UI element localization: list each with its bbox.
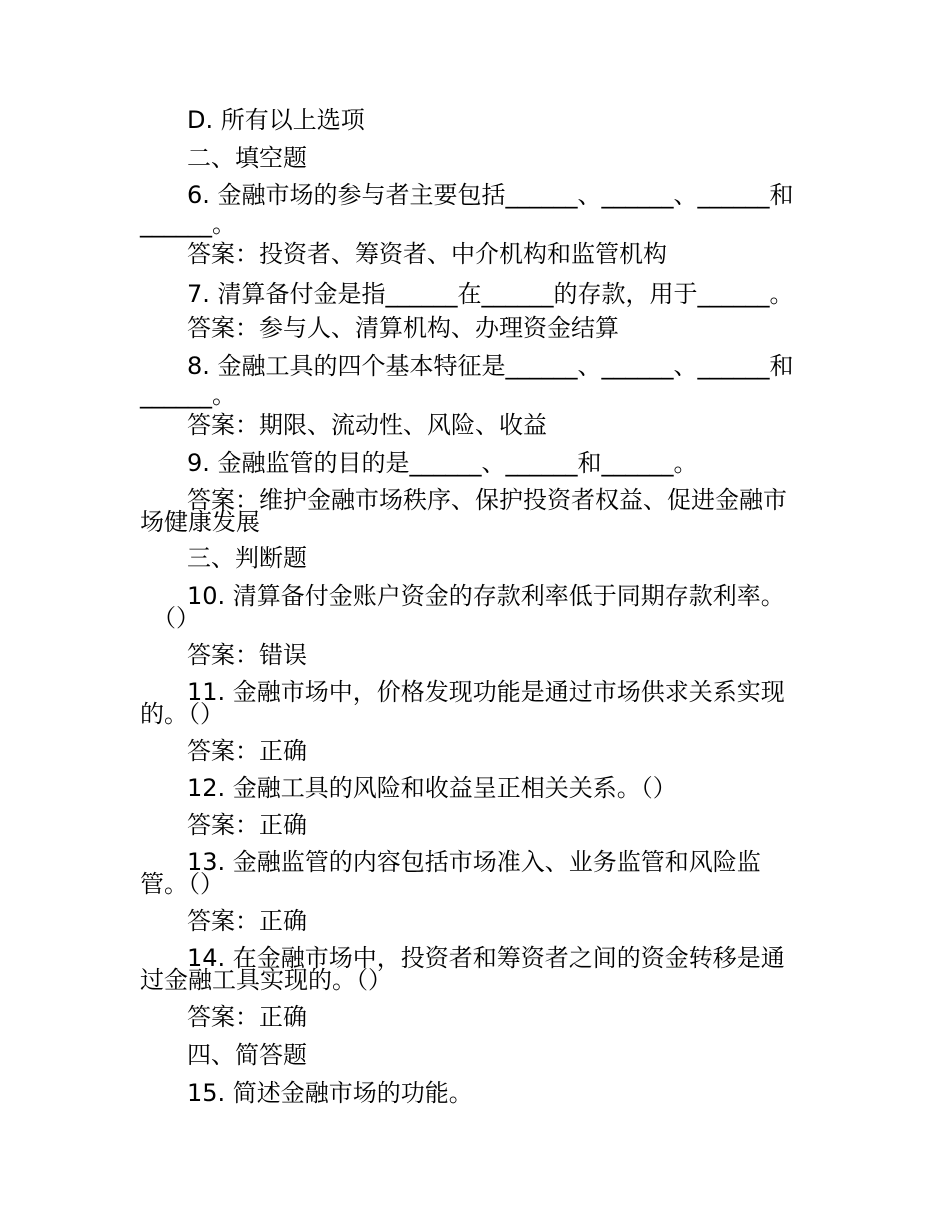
question-13: 13. 金融监管的内容包括市场准入、业务监管和风险监 [187,848,761,876]
answer-8: 答案：期限、流动性、风险、收益 [187,411,547,439]
question-8-continued: ______。 [140,381,236,409]
question-11-continued: 的。（） [140,700,224,728]
question-10: 10. 清算备付金账户资金的存款利率低于同期存款利率。 [187,582,785,610]
option-d: D. 所有以上选项 [187,106,365,134]
question-10-continued: （） [152,604,200,632]
answer-10: 答案：错误 [187,641,307,669]
question-7: 7. 清算备付金是指______在______的存款，用于______。 [187,280,794,308]
question-14: 14. 在金融市场中，投资者和筹资者之间的资金转移是通 [187,944,785,972]
answer-13: 答案：正确 [187,907,307,935]
section-heading-true-false: 三、判断题 [187,544,307,572]
question-12: 12. 金融工具的风险和收益呈正相关关系。（） [187,774,677,802]
section-heading-short-answer: 四、简答题 [187,1041,307,1069]
question-15: 15. 简述金融市场的功能。 [187,1079,473,1107]
answer-9: 答案：维护金融市场秩序、保护投资者权益、促进金融市 [187,486,787,514]
answer-12: 答案：正确 [187,811,307,839]
answer-7: 答案：参与人、清算机构、办理资金结算 [187,314,619,342]
question-9: 9. 金融监管的目的是______、______和______。 [187,449,698,477]
question-13-continued: 管。（） [140,870,224,898]
question-6-continued: ______。 [140,210,236,238]
answer-14: 答案：正确 [187,1003,307,1031]
answer-6: 答案：投资者、筹资者、中介机构和监管机构 [187,240,667,268]
question-14-continued: 过金融工具实现的。（） [140,966,392,994]
section-heading-fill-in: 二、填空题 [187,144,307,172]
answer-11: 答案：正确 [187,737,307,765]
question-8: 8. 金融工具的四个基本特征是______、______、______和 [187,352,794,380]
question-11: 11. 金融市场中，价格发现功能是通过市场供求关系实现 [187,678,785,706]
question-6: 6. 金融市场的参与者主要包括______、______、______和 [187,181,794,209]
answer-9-continued: 场健康发展 [140,508,260,536]
